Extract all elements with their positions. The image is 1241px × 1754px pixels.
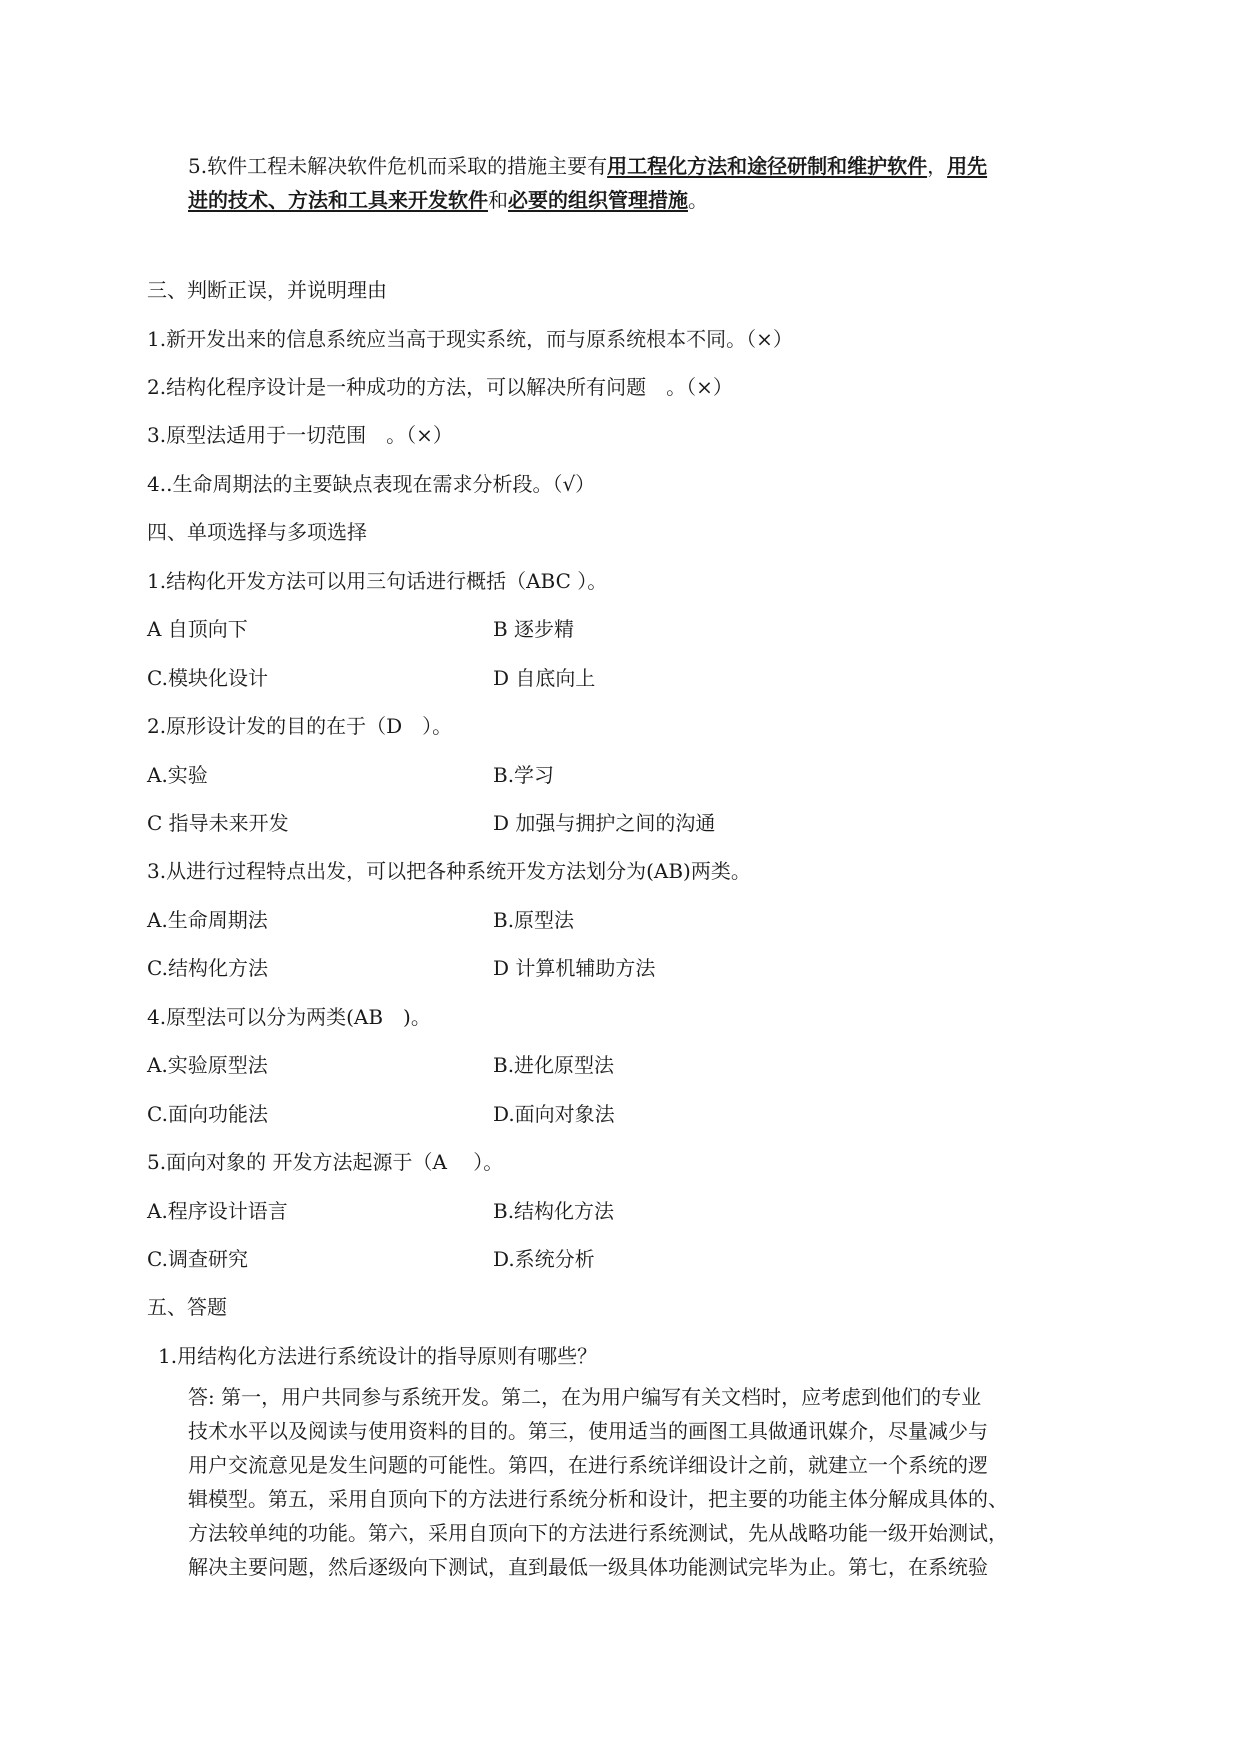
answer-line-6: 解决主要问题，然后逐级向下测试，直到最低一级具体功能测试完毕为止。第七，在系统验 <box>188 1555 988 1579</box>
answer-line-3: 用户交流意见是发生问题的可能性。第四，在进行系统详细设计之前，就建立一个系统的逻 <box>188 1453 988 1477</box>
intro-lead: 5.软件工程未解决软件危机而采取的措施主要有 <box>188 154 608 178</box>
q4-option-c: C.面向功能法 <box>147 1102 268 1126</box>
intro-mid: 和 <box>488 188 508 212</box>
q2-option-c: C 指导未来开发 <box>147 811 289 835</box>
intro-line-1 <box>188 152 987 180</box>
intro-underline-3: 必要的组织管理措施 <box>508 188 688 212</box>
q2-text: 2.原形设计发的目的在于（D ）。 <box>147 714 453 738</box>
q2-option-b: B.学习 <box>493 763 555 787</box>
q3-option-d: D 计算机辅助方法 <box>493 956 656 980</box>
answer-line-2: 技术水平以及阅读与使用资料的目的。第三，使用适当的画图工具做通讯媒介，尽量减少与 <box>188 1419 988 1443</box>
q1-option-b: B 逐步精 <box>493 617 575 641</box>
q5-option-b: B.结构化方法 <box>493 1199 615 1223</box>
q5-option-c: C.调查研究 <box>147 1247 248 1271</box>
q2-option-d: D 加强与拥护之间的沟通 <box>493 811 716 835</box>
q4-option-a: A.实验原型法 <box>147 1053 268 1077</box>
q5-option-d: D.系统分析 <box>493 1247 595 1271</box>
intro-underline-2b: 进的技术、方法和工具来开发软件 <box>188 188 488 212</box>
q1-option-a: A 自顶向下 <box>147 617 248 641</box>
section3-item-4: 4..生命周期法的主要缺点表现在需求分析段。（√） <box>147 472 596 496</box>
q4-option-d: D.面向对象法 <box>493 1102 615 1126</box>
q3-option-b: B.原型法 <box>493 908 575 932</box>
q5-text: 5.面向对象的 开发方法起源于（A ）。 <box>147 1150 504 1174</box>
answer-line-5: 方法较单纯的功能。第六，采用自顶向下的方法进行系统测试，先从战略功能一级开始测试， <box>188 1521 1008 1545</box>
section5-question: 1.用结构化方法进行系统设计的指导原则有哪些？ <box>158 1344 598 1368</box>
q1-option-c: C.模块化设计 <box>147 666 268 690</box>
q4-text: 4.原型法可以分为两类(AB )。 <box>147 1005 431 1029</box>
q3-option-c: C.结构化方法 <box>147 956 268 980</box>
answer-line-1: 答: 第一，用户共同参与系统开发。第二，在为用户编写有关文档时，应考虑到他们的专业 <box>188 1385 982 1409</box>
q4-option-b: B.进化原型法 <box>493 1053 615 1077</box>
section5-heading: 五、答题 <box>147 1295 227 1319</box>
q2-option-a: A.实验 <box>147 763 208 787</box>
q3-option-a: A.生命周期法 <box>147 908 268 932</box>
intro-underline-2a: 用先 <box>947 154 988 178</box>
section3-item-1: 1.新开发出来的信息系统应当高于现实系统，而与原系统根本不同。（×） <box>147 327 793 351</box>
q1-option-d: D 自底向上 <box>493 666 596 690</box>
intro-line-2 <box>188 186 708 214</box>
section3-item-2: 2.结构化程序设计是一种成功的方法，可以解决所有问题 。（×） <box>147 375 733 399</box>
section3-heading: 三、判断正误，并说明理由 <box>147 278 387 302</box>
section3-item-3: 3.原型法适用于一切范围 。（×） <box>147 423 453 447</box>
intro-sep: ， <box>927 154 948 178</box>
intro-underline-1: 用工程化方法和途径研制和维护软件 <box>607 154 928 178</box>
answer-line-4: 辑模型。第五，采用自顶向下的方法进行系统分析和设计，把主要的功能主体分解成具体的、 <box>188 1487 1008 1511</box>
section4-heading: 四、单项选择与多项选择 <box>147 520 367 544</box>
intro-end: 。 <box>688 188 708 212</box>
q3-text: 3.从进行过程特点出发，可以把各种系统开发方法划分为(AB)两类。 <box>147 859 751 883</box>
q1-text: 1.结构化开发方法可以用三句话进行概括（ABC ）。 <box>147 569 608 593</box>
q5-option-a: A.程序设计语言 <box>147 1199 288 1223</box>
